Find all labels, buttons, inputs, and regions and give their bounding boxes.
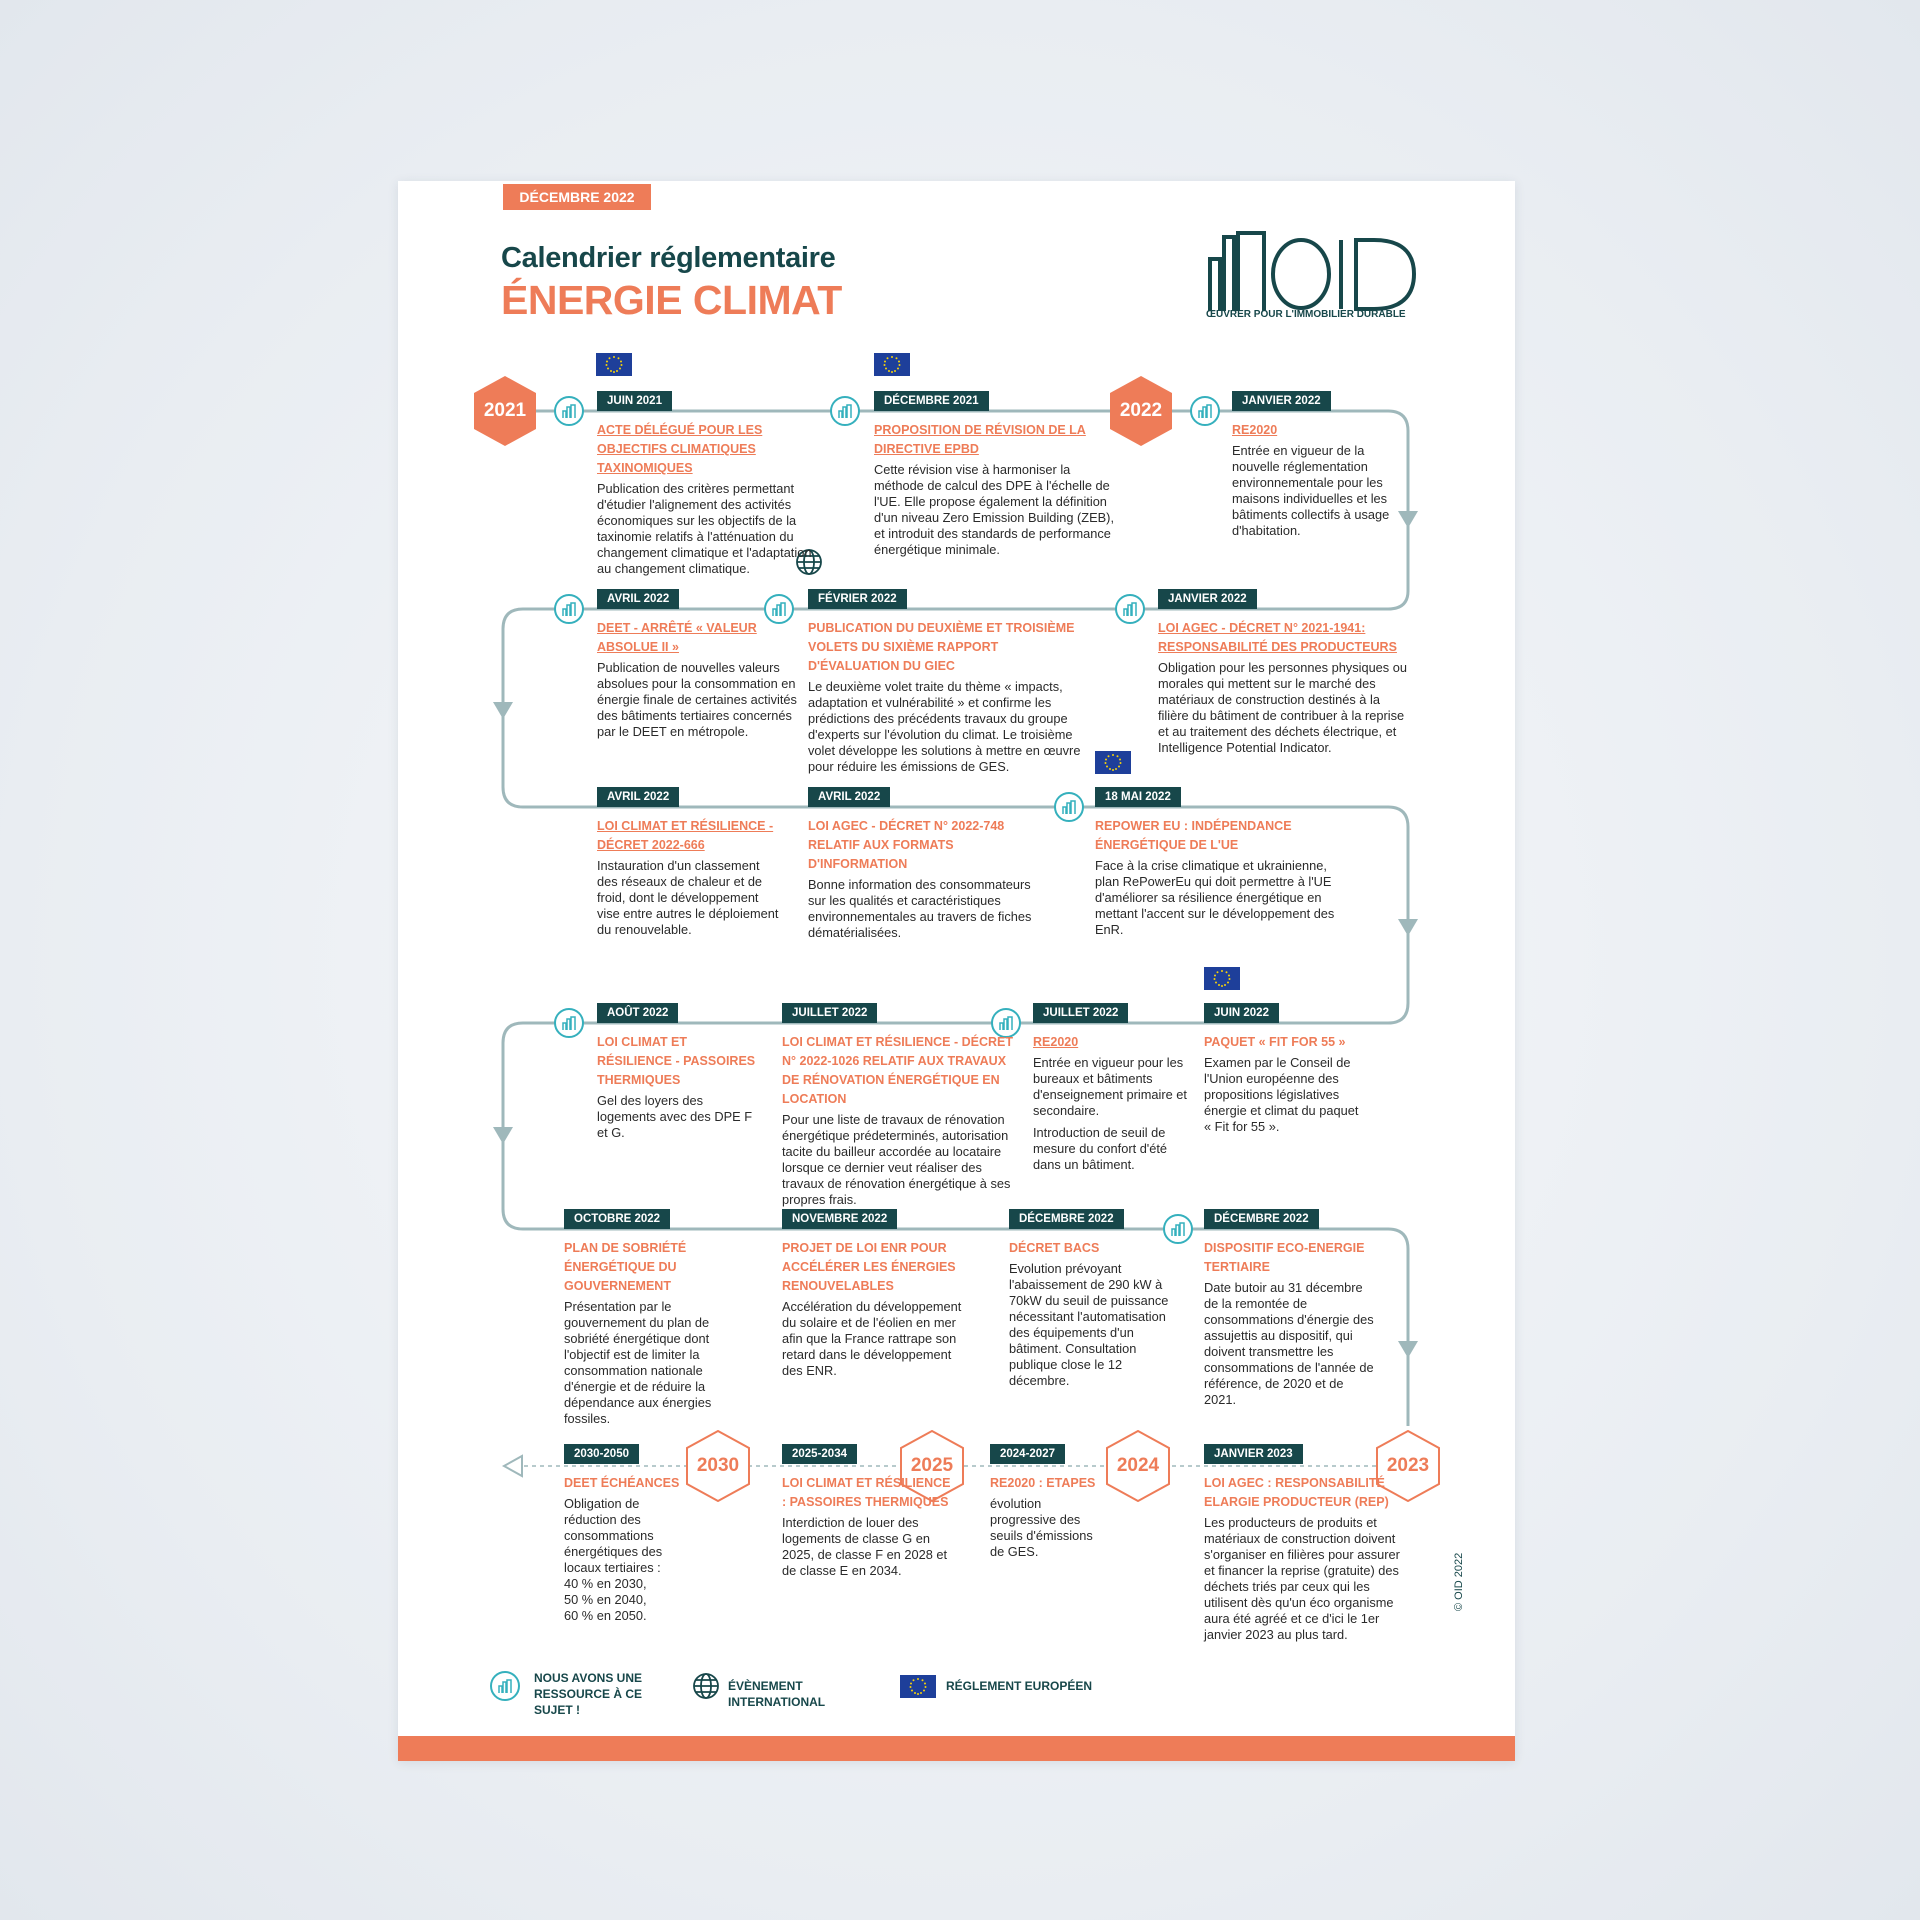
event-title: LOI CLIMAT ET RÉSILIENCE - DÉCRET N° 2022-1026 RELATIF AUX TRAVAUX DE RÉNOVATION ÉNERGÉTIQUE EN LOCATION: [782, 1035, 1014, 1106]
svg-text:OID: OID: [1299, 281, 1301, 282]
event-body: Examen par le Conseil de l'Union européenne des propositions législatives énergie et climat du paquet « Fit for 55 ».: [1204, 1055, 1359, 1134]
timeline-event: [597, 787, 782, 938]
chevron-down-icon: [493, 1127, 513, 1144]
page-subtitle: ÉNERGIE CLIMAT: [501, 277, 842, 323]
legend-resource-label: NOUS AVONS UNE RESSOURCE À CE SUJET !: [534, 1671, 643, 1717]
year-2022-hexagon: 2022: [1109, 375, 1173, 447]
timeline-event: [1158, 589, 1413, 756]
timeline-event: [1204, 1209, 1379, 1408]
event-body: Instauration d'un classement des réseaux de chaleur et de froid, dont le développement vise entre autres le déploiement du renouvelable.: [597, 858, 779, 937]
legend-european-label: RÉGLEMENT EUROPÉEN: [946, 1679, 1093, 1693]
year-2025-hexagon: 2025: [900, 1430, 964, 1502]
resource-icon[interactable]: [1190, 396, 1220, 426]
event-title: LOI AGEC : RESPONSABILITÉ ELARGIE PRODUCTEUR (REP): [1204, 1476, 1389, 1509]
event-date: AVRIL 2022: [597, 787, 679, 807]
timeline-event: [564, 1444, 682, 1624]
logo-tagline: ŒUVRER POUR L'IMMOBILIER DURABLE: [1206, 309, 1406, 320]
eu-flag-icon: [1095, 751, 1131, 774]
event-title: PUBLICATION DU DEUXIÈME ET TROISIÈME VOLETS DU SIXIÈME RAPPORT D'ÉVALUATION DU GIEC: [808, 621, 1075, 673]
timeline-event: [990, 1444, 1100, 1560]
event-title[interactable]: DEET - ARRÊTÉ « VALEUR ABSOLUE II »: [597, 621, 757, 654]
legend-international-label: ÉVÈNEMENT INTERNATIONAL: [728, 1679, 826, 1709]
event-date: AVRIL 2022: [597, 589, 679, 609]
arrow-left-icon: [504, 1456, 522, 1476]
event-date: DÉCEMBRE 2022: [1009, 1209, 1124, 1229]
event-body: Entrée en vigueur de la nouvelle réglementation environnementale pour les maisons individuelles et les bâtiments collectifs à usage d'habitation.: [1232, 443, 1390, 538]
chevron-down-icon: [1398, 919, 1418, 936]
event-date: DÉCEMBRE 2022: [1204, 1209, 1319, 1229]
event-date: JANVIER 2022: [1232, 391, 1331, 411]
event-date: OCTOBRE 2022: [564, 1209, 670, 1229]
event-body: Présentation par le gouvernement du plan de sobriété énergétique dont l'objectif est de limiter la consommation nationale d'énergie et de réduire la dépendance aux énergies fossiles.: [564, 1299, 712, 1426]
date-badge: DÉCEMBRE 2022: [503, 184, 651, 210]
event-date: JANVIER 2022: [1158, 589, 1257, 609]
timeline-event: [1033, 1003, 1193, 1173]
event-date: NOVEMBRE 2022: [782, 1209, 897, 1229]
event-body: Cette révision vise à harmoniser la méthode de calcul des DPE à l'échelle de l'UE. Elle propose également la définition d'un niveau Zero Emission Building (ZEB), et introduit des standards de performance énergétique minimale.: [874, 462, 1115, 557]
event-title: LOI AGEC - DÉCRET N° 2022-748 RELATIF AUX FORMATS D'INFORMATION: [808, 819, 1005, 871]
event-date: JUIN 2022: [1204, 1003, 1279, 1023]
event-body: Gel des loyers des logements avec des DPE F et G.: [597, 1093, 753, 1140]
event-title[interactable]: ACTE DÉLÉGUÉ POUR LES OBJECTIFS CLIMATIQUES TAXINOMIQUES: [597, 423, 763, 475]
event-body: Bonne information des consommateurs sur les qualités et caractéristiques environnementales au travers de fiches dématérialisées.: [808, 877, 1032, 940]
timeline-event: [597, 1003, 762, 1141]
poster-page: [398, 181, 1515, 1761]
event-body-secondary: Introduction de seuil de mesure du confort d'été dans un bâtiment.: [1033, 1125, 1168, 1172]
timeline-event: [782, 1444, 952, 1579]
eu-flag-icon: [874, 353, 910, 376]
resource-icon[interactable]: [1054, 792, 1084, 822]
event-body: Les producteurs de produits et matériaux de construction doivent s'organiser en filières pour assurer et financer la reprise (gratuite) des déchets triés par ceux qui les utilisent dès qu'un éco organisme aura été agréé et ce d'ici le 1er janvier 2023 au plus tard.: [1204, 1515, 1400, 1642]
event-title[interactable]: RE2020: [1033, 1035, 1079, 1049]
event-date: JANVIER 2023: [1204, 1444, 1303, 1464]
copyright: © OID 2022: [1453, 1552, 1465, 1611]
event-title[interactable]: PROPOSITION DE RÉVISION DE LA DIRECTIVE EPBD: [874, 423, 1086, 456]
event-body: Date butoir au 31 décembre de la remontée de consommations d'énergie des assujettis au dispositif, qui doivent transmettre les consommations de l'année de référence, de 2020 et de 2021.: [1204, 1280, 1374, 1407]
event-title: DISPOSITIF ECO-ENERGIE TERTIAIRE: [1204, 1241, 1365, 1274]
timeline-event: [564, 1209, 754, 1427]
event-body: Publication des critères permettant d'étudier l'alignement des activités économiques sur les objectifs de la taxinomie relatifs à l'atténuation du changement climatique et l'adaptation au changement climatique.: [597, 481, 812, 576]
timeline-event: [808, 589, 1088, 775]
timeline-event: [1204, 1003, 1369, 1135]
legend-globe-icon: [692, 1672, 720, 1700]
event-body: Face à la crise climatique et ukrainienne, plan RePowerEu qui doit permettre à l'UE d'améliorer sa résilience énergétique en mettant l'accent sur le développement des EnR.: [1095, 858, 1335, 937]
event-date: 18 MAI 2022: [1095, 787, 1181, 807]
event-title: DEET ÉCHÉANCES: [564, 1476, 680, 1490]
event-date: JUIN 2021: [597, 391, 672, 411]
timeline-event: [782, 1003, 1022, 1208]
event-title[interactable]: LOI AGEC - DÉCRET N° 2021-1941: RESPONSABILITÉ DES PRODUCTEURS: [1158, 621, 1397, 654]
event-date: AVRIL 2022: [808, 787, 890, 807]
resource-icon[interactable]: [554, 594, 584, 624]
event-body: Obligation pour les personnes physiques ou morales qui mettent sur le marché des matériaux de construction destinés à la filière du bâtiment de contribuer à la reprise et au traitement des déchets électrique, et Intelligence Potential Indicator.: [1158, 660, 1407, 755]
event-body: Pour une liste de travaux de rénovation énergétique prédeterminés, autorisation tacite du bailleur accordée au locataire lorsque ce dernier veut réaliser des travaux de rénovation énergétique à ses propres frais.: [782, 1112, 1011, 1207]
event-body: Le deuxième volet traite du thème « impacts, adaptation et vulnérabilité » et confirme les prédictions des précédents travaux du groupe d'experts sur l'évolution du climat. Le troisième volet développe les solutions à mettre en œuvre pour réduire les émissions de GES.: [808, 679, 1081, 774]
event-title: DÉCRET BACS: [1009, 1241, 1100, 1255]
timeline-event: [1232, 391, 1392, 539]
event-title: PROJET DE LOI ENR POUR ACCÉLÉRER LES ÉNERGIES RENOUVELABLES: [782, 1241, 956, 1293]
timeline-event: [782, 1209, 972, 1379]
timeline-event: [1009, 1209, 1184, 1389]
timeline-event: [874, 391, 1114, 558]
resource-icon[interactable]: [1115, 594, 1145, 624]
timeline-event: [1204, 1444, 1404, 1643]
event-date: 2030-2050: [564, 1444, 639, 1464]
event-title[interactable]: RE2020: [1232, 423, 1278, 437]
event-title: PLAN DE SOBRIÉTÉ ÉNERGÉTIQUE DU GOUVERNEMENT: [564, 1241, 687, 1293]
resource-icon[interactable]: [554, 396, 584, 426]
event-title: REPOWER EU : INDÉPENDANCE ÉNERGÉTIQUE DE L'UE: [1095, 819, 1292, 852]
event-date: AOÛT 2022: [597, 1003, 678, 1023]
event-body: Publication de nouvelles valeurs absolues pour la consommation en énergie finale de certaines activités des bâtiments tertiaires concernés par le DEET en métropole.: [597, 660, 797, 739]
event-body: Evolution prévoyant l'abaissement de 290 kW à 70kW du seuil de puissance nécessitant l'automatisation des équipements d'un bâtiment. Consultation publique close le 12 décembre.: [1009, 1261, 1169, 1388]
footer-bar: [398, 1736, 1515, 1761]
event-body: évolution progressive des seuils d'émissions de GES.: [990, 1496, 1093, 1559]
event-body: Interdiction de louer des logements de classe G en 2025, de classe F en 2028 et de classe E en 2034.: [782, 1515, 948, 1578]
event-body: Obligation de réduction des consommations énergétiques des locaux tertiaires : 40 % en 2030, 50 % en 2040, 60 % en 2050.: [564, 1496, 663, 1623]
legend-eu-flag-icon: [900, 1675, 936, 1698]
chevron-down-icon: [1398, 511, 1418, 528]
eu-flag-icon: [596, 353, 632, 376]
event-date: JUILLET 2022: [1033, 1003, 1128, 1023]
chevron-down-icon: [1398, 1341, 1418, 1358]
event-title: LOI CLIMAT ET RÉSILIENCE : PASSOIRES THERMIQUES: [782, 1476, 951, 1509]
event-title: LOI CLIMAT ET RÉSILIENCE - PASSOIRES THERMIQUES: [597, 1035, 756, 1087]
resource-icon[interactable]: [554, 1008, 584, 1038]
timeline-event: [808, 787, 1043, 941]
event-title[interactable]: LOI CLIMAT ET RÉSILIENCE - DÉCRET 2022-666: [597, 819, 774, 852]
event-title: PAQUET « FIT FOR 55 »: [1204, 1035, 1346, 1049]
year-2030-hexagon: 2030: [686, 1430, 750, 1502]
timeline-event: [597, 589, 797, 740]
event-date: JUILLET 2022: [782, 1003, 877, 1023]
event-date: FÉVRIER 2022: [808, 589, 907, 609]
event-date: 2024-2027: [990, 1444, 1065, 1464]
timeline-event: [1095, 787, 1335, 938]
year-2023-hexagon: 2023: [1376, 1430, 1440, 1502]
event-body: Accélération du développement du solaire et de l'éolien en mer afin que la France rattrape son retard dans le développement des ENR.: [782, 1299, 962, 1378]
event-title: RE2020 : ETAPES: [990, 1476, 1096, 1490]
page-title: Calendrier réglementaire: [501, 242, 836, 274]
year-2024-hexagon: 2024: [1106, 1430, 1170, 1502]
event-date: DÉCEMBRE 2021: [874, 391, 989, 411]
eu-flag-icon: [1204, 967, 1240, 990]
event-body: Entrée en vigueur pour les bureaux et bâtiments d'enseignement primaire et secondaire.: [1033, 1055, 1187, 1118]
year-2021-hexagon: 2021: [473, 375, 537, 447]
legend-resource-icon: [490, 1671, 520, 1701]
resource-icon[interactable]: [830, 396, 860, 426]
chevron-down-icon: [493, 702, 513, 719]
timeline-event: [597, 391, 812, 577]
event-date: 2025-2034: [782, 1444, 857, 1464]
